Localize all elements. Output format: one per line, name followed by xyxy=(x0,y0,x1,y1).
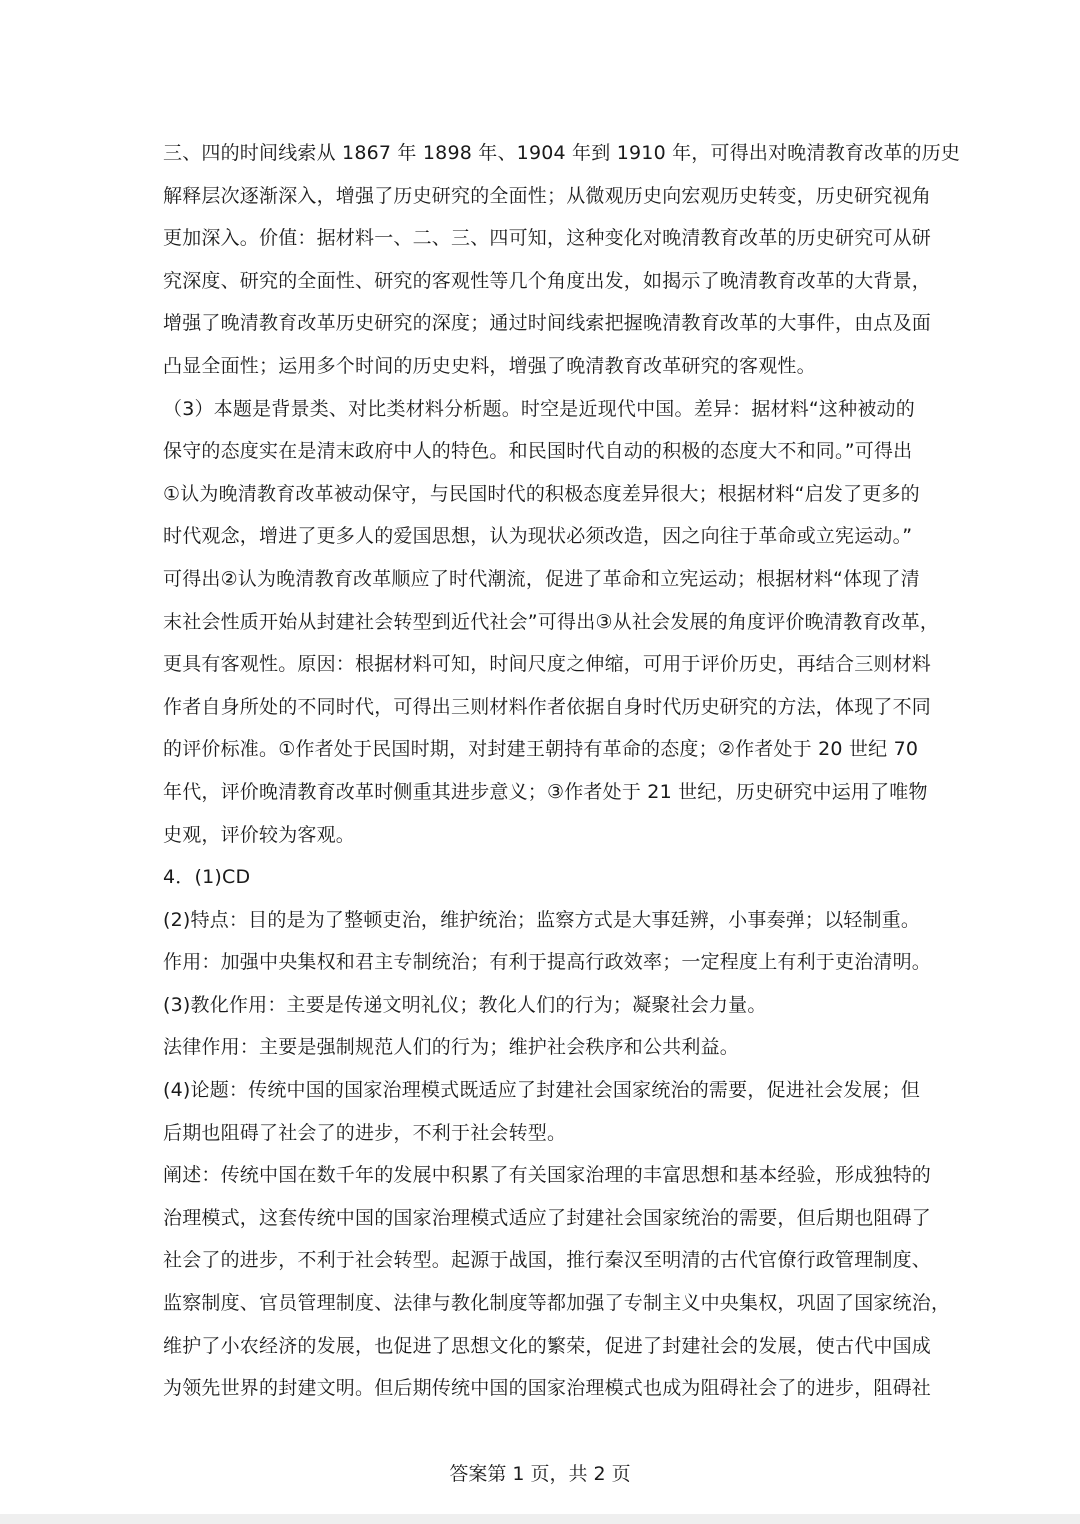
answer-text-body xyxy=(163,138,961,1416)
text-line: 三、四的时间线索从 1867 年 1898 年、1904 年到 1910 年，可得出对晚清教育改革的历史 xyxy=(163,142,961,164)
text-line: 究深度、研究的全面性、研究的客观性等几个角度出发，如揭示了晚清教育改革的大背景， xyxy=(163,269,932,292)
text-line: 阐述：传统中国在数千年的发展中积累了有关国家治理的丰富思想和基本经验，形成独特的 xyxy=(163,1164,932,1187)
question-4-answer-1: 4．(1)CD xyxy=(163,866,251,889)
text-line: 的评价标准。①作者处于民国时期，对封建王朝持有革命的态度；②作者处于 20 世纪 70 xyxy=(163,738,919,761)
text-line: 年代，评价晚清教育改革时侧重其进步意义；③作者处于 21 世纪，历史研究中运用了唯物 xyxy=(163,780,928,803)
text-line: 监察制度、官员管理制度、法律与教化制度等都加强了专制主义中央集权，巩固了国家统治， xyxy=(163,1292,951,1315)
text-line: 维护了小农经济的发展，也促进了思想文化的繁荣，促进了封建社会的发展，使古代中国成 xyxy=(163,1334,932,1357)
text-line: 社会了的进步，不利于社会转型。起源于战国，推行秦汉至明清的古代官僚行政管理制度、 xyxy=(163,1249,932,1272)
text-line: 凸显全面性；运用多个时间的历史史料，增强了晚清教育改革研究的客观性。 xyxy=(163,354,816,377)
text-line: 作者自身所处的不同时代，可得出三则材料作者依据自身时代历史研究的方法，体现了不同 xyxy=(163,695,932,718)
text-line: 后期也阻碍了社会了的进步，不利于社会转型。 xyxy=(163,1121,567,1144)
text-line: 治理模式，这套传统中国的国家治理模式适应了封建社会国家统治的需要，但后期也阻碍了 xyxy=(163,1206,932,1229)
text-line: 增强了晚清教育改革历史研究的深度；通过时间线索把握晚清教育改革的大事件，由点及面 xyxy=(163,312,932,335)
text-line: (2)特点：目的是为了整顿吏治，维护统治；监察方式是大事廷辨，小事奏弹；以轻制重。 xyxy=(163,908,921,931)
text-line: 末社会性质开始从封建社会转型到近代社会”可得出③从社会发展的角度评价晚清教育改革， xyxy=(163,610,940,633)
text-line: (3)教化作用：主要是传递文明礼仪；教化人们的行为；凝聚社会力量。 xyxy=(163,993,767,1016)
text-line: （3）本题是背景类、对比类材料分析题。时空是近现代中国。差异：据材料“这种被动的 xyxy=(163,397,915,420)
text-line: 法律作用：主要是强制规范人们的行为；维护社会秩序和公共利益。 xyxy=(163,1036,740,1059)
text-line: 史观，评价较为客观。 xyxy=(163,823,356,846)
text-line: 为领先世界的封建文明。但后期传统中国的国家治理模式也成为阻碍社会了的进步，阻碍社 xyxy=(163,1377,932,1400)
text-line: 保守的态度实在是清末政府中人的特色。和民国时代自动的积极的态度大不和同。”可得出 xyxy=(163,440,913,463)
text-line: 更具有客观性。原因：根据材料可知，时间尺度之伸缩，可用于评价历史，再结合三则材料 xyxy=(163,653,932,676)
text-line: 时代观念，增进了更多人的爱国思想，认为现状必须改造，因之向往于革命或立宪运动。” xyxy=(163,525,913,548)
text-line: (4)论题：传统中国的国家治理模式既适应了封建社会国家统治的需要，促进社会发展；但 xyxy=(163,1079,921,1102)
text-line: 解释层次逐渐深入，增强了历史研究的全面性；从微观历史向宏观历史转变，历史研究视角 xyxy=(163,184,932,207)
text-line: 作用：加强中央集权和君主专制统治；有利于提高行政效率；一定程度上有利于吏治清明。 xyxy=(163,951,932,974)
page-number-footer: 答案第 1 页，共 2 页 xyxy=(449,1463,631,1485)
text-line: 可得出②认为晚清教育改革顺应了时代潮流，促进了革命和立宪运动；根据材料“体现了清 xyxy=(163,567,920,590)
page-bottom-edge xyxy=(0,1514,1080,1524)
text-line: ①认为晚清教育改革被动保守，与民国时代的积极态度差异很大；根据材料“启发了更多的 xyxy=(163,482,920,505)
text-line: 更加深入。价值：据材料一、二、三、四可知，这种变化对晚清教育改革的历史研究可从研 xyxy=(163,227,932,250)
